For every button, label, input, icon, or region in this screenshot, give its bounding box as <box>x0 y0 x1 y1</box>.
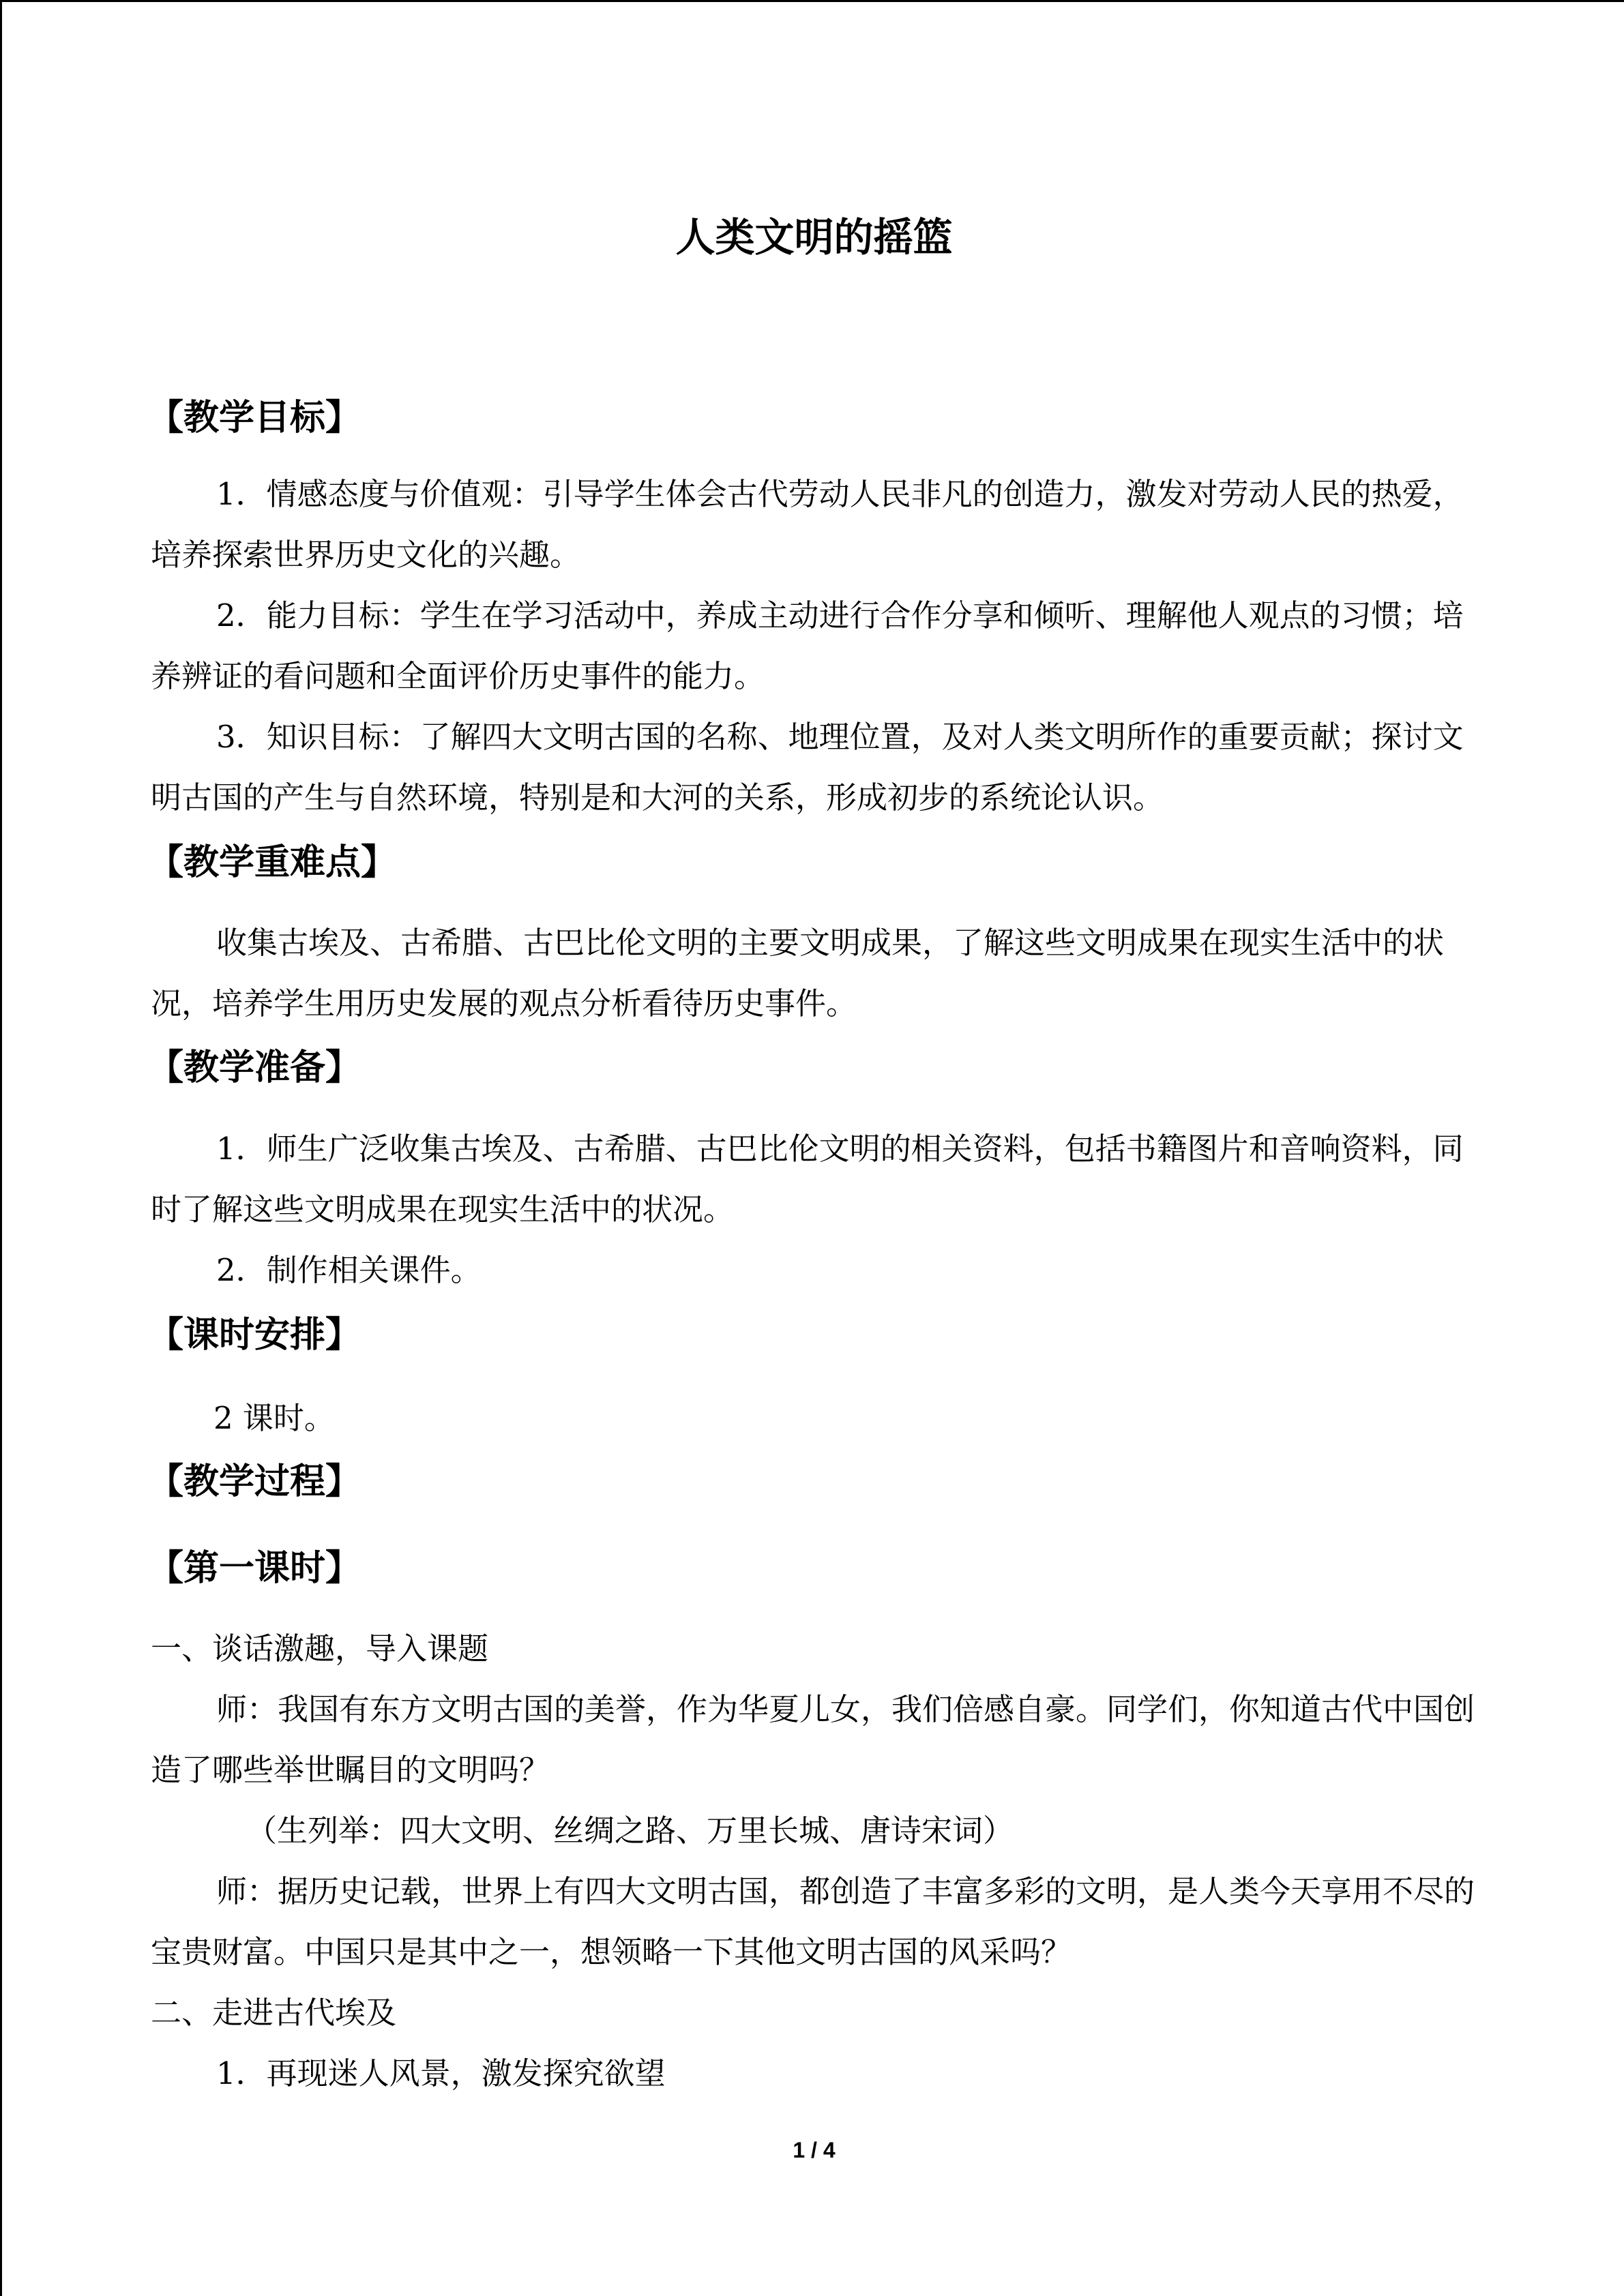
lesson-step-1: 一、谈话激趣，导入课题 <box>151 1630 489 1667</box>
goal-paragraph-1: 1．情感态度与价值观：引导学生体会古代劳动人民非凡的创造力，激发对劳动人民的热爱，培养探索世界历史文化的兴趣。 <box>151 476 1464 573</box>
heading-lesson-one: 【第一课时】 <box>148 1548 361 1589</box>
preparation-paragraph-1: 1．师生广泛收集古埃及、古希腊、古巴比伦文明的相关资料，包括书籍图片和音响资料，同时了解这些文明成果在现实生活中的状况。 <box>151 1131 1464 1227</box>
schedule-paragraph: 2 课时。 <box>213 1400 335 1436</box>
lesson-substep-1: 1．再现迷人风景，激发探究欲望 <box>216 2055 666 2091</box>
key-points-paragraph: 收集古埃及、古希腊、古巴比伦文明的主要文明成果，了解这些文明成果在现实生活中的状况，培养学生用历史发展的观点分析看待历史事件。 <box>151 925 1445 1022</box>
lesson-step-2: 二、走进古代埃及 <box>151 1995 397 2031</box>
heading-schedule: 【课时安排】 <box>148 1315 361 1356</box>
heading-preparation: 【教学准备】 <box>148 1047 361 1088</box>
teacher-remark-1: 师：我国有东方文明古国的美誉，作为华夏儿女，我们倍感自豪。同学们，你知道古代中国创造了哪些举世瞩目的文明吗？ <box>151 1691 1475 1788</box>
document-title: 人类文明的摇篮 <box>675 214 953 260</box>
heading-teaching-goals: 【教学目标】 <box>148 398 361 438</box>
goal-paragraph-2: 2．能力目标：学生在学习活动中，养成主动进行合作分享和倾听、理解他人观点的习惯；培养辨证的看问题和全面评价历史事件的能力。 <box>151 597 1464 694</box>
preparation-paragraph-2: 2．制作相关课件。 <box>216 1252 482 1288</box>
heading-key-points: 【教学重难点】 <box>148 842 397 883</box>
goal-paragraph-3: 3．知识目标：了解四大文明古国的名称、地理位置，及对人类文明所作的重要贡献；探讨文明古国的产生与自然环境，特别是和大河的关系，形成初步的系统论认识。 <box>151 719 1464 816</box>
teacher-remark-2: 师：据历史记载，世界上有四大文明古国，都创造了丰富多彩的文明，是人类今天享用不尽的宝贵财富。中国只是其中之一，想领略一下其他文明古国的风采吗？ <box>151 1873 1475 1970</box>
heading-teaching-process: 【教学过程】 <box>148 1461 361 1502</box>
page-number: 1 / 4 <box>793 2138 836 2162</box>
student-response: （生列举：四大文明、丝绸之路、万里长城、唐诗宋词） <box>246 1813 1014 1849</box>
